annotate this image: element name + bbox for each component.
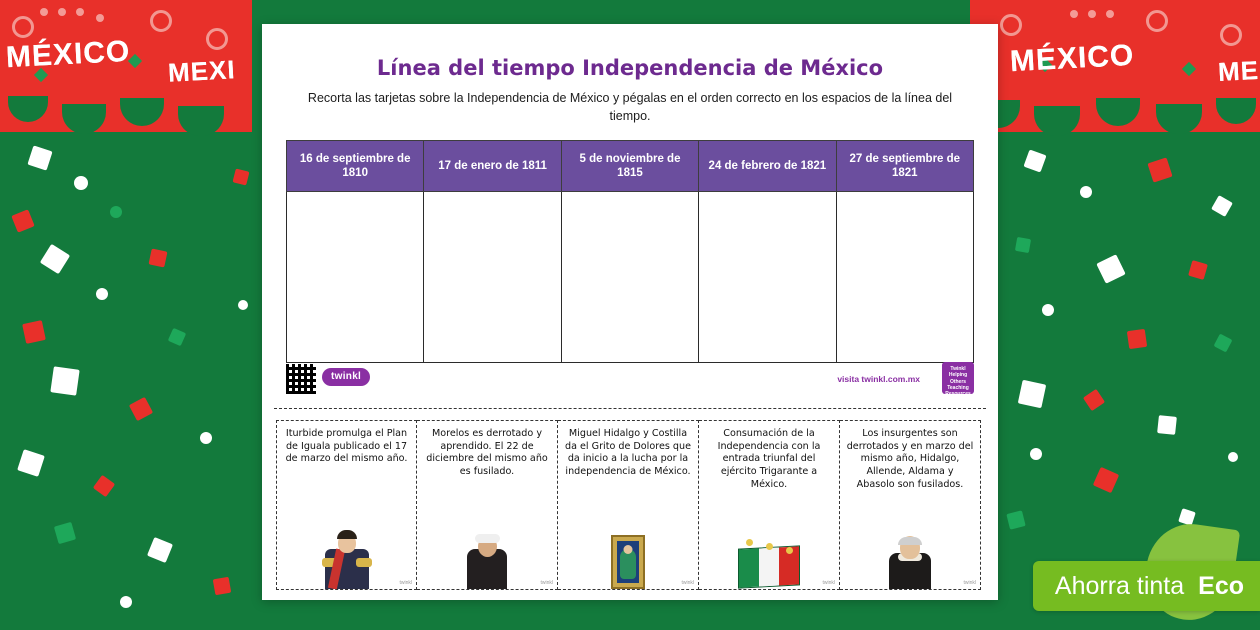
twinkl-logo: twinkl <box>322 368 370 386</box>
hidalgo-portrait-icon <box>840 525 980 589</box>
page-title: Línea del tiempo Independencia de México <box>376 56 884 80</box>
timeline-header-cell: 24 de febrero de 1821 <box>699 141 836 192</box>
card-hidalgo-grito[interactable] <box>558 420 699 590</box>
qr-code-icon <box>286 364 316 394</box>
worksheet-sheet <box>262 24 998 600</box>
card-text: Iturbide promulga el Plan de Iguala publicado el 17 de marzo del mismo año. <box>285 428 408 465</box>
timeline-header-cell: 5 de noviembre de 1815 <box>561 141 698 192</box>
eco-pill <box>1033 561 1260 611</box>
card-text: Los insurgentes son derrotados y en marzo del mismo año, Hidalgo, Allende, Aldama y Abasolo son fusilados. <box>846 428 974 490</box>
cut-line-divider <box>274 408 986 409</box>
timeline-answer-cell[interactable] <box>561 192 698 363</box>
card-morelos[interactable] <box>417 420 558 590</box>
papel-picado-banner-right <box>970 0 1260 132</box>
timeline-answer-cell[interactable] <box>424 192 561 363</box>
papel-picado-banner-left <box>0 0 252 132</box>
morelos-portrait-icon <box>417 525 557 589</box>
banner-word: MEXI <box>167 54 237 88</box>
eco-label: Ahorra tinta <box>1054 571 1185 600</box>
banner-word: MÉXICO <box>5 34 132 75</box>
timeline-header-cell: 16 de septiembre de 1810 <box>287 141 424 192</box>
bandera-trigarante-icon <box>699 525 839 589</box>
card-watermark: twinkl <box>399 580 412 586</box>
card-watermark: twinkl <box>540 580 553 586</box>
card-watermark: twinkl <box>822 580 835 586</box>
eco-badge <box>1033 560 1260 612</box>
estandarte-guadalupe-icon <box>558 525 698 589</box>
banner-word: ME <box>1217 54 1260 88</box>
card-iturbide[interactable] <box>276 420 417 590</box>
instructions-text: Recorta las tarjetas sobre la Independencia de México y pégalas en el orden correcto en los espacios de la línea del tiempo. <box>307 91 953 124</box>
card-insurgentes-fusilados[interactable] <box>840 420 981 590</box>
twinkl-badge: Twinkl Helping Others Teaching Resources <box>942 362 974 394</box>
timeline-table <box>286 140 974 363</box>
timeline-header-row <box>287 141 974 192</box>
sheet-footer <box>286 362 974 396</box>
iturbide-portrait-icon <box>277 525 416 589</box>
timeline-answer-cell[interactable] <box>836 192 973 363</box>
card-text: Consumación de la Independencia con la entrada triunfal del ejército Trigarante a México. <box>717 428 821 490</box>
banner-word: MÉXICO <box>1009 38 1136 79</box>
timeline-header-cell: 17 de enero de 1811 <box>424 141 561 192</box>
timeline-answer-cell[interactable] <box>287 192 424 363</box>
timeline-header-cell: 27 de septiembre de 1821 <box>836 141 973 192</box>
card-text: Morelos es derrotado y aprendido. El 22 de diciembre del mismo año es fusilado. <box>426 428 548 477</box>
cut-out-cards <box>276 420 984 590</box>
timeline-answer-cell[interactable] <box>699 192 836 363</box>
timeline-answer-row <box>287 192 974 363</box>
card-text: Miguel Hidalgo y Costilla da el Grito de Dolores que da inicio a la lucha por la independencia de México. <box>565 428 691 477</box>
card-watermark: twinkl <box>963 580 976 586</box>
eco-mode: Eco <box>1198 571 1244 600</box>
visit-url-text: visita twinkl.com.mx <box>837 374 920 384</box>
card-watermark: twinkl <box>681 580 694 586</box>
card-consumacion[interactable] <box>699 420 840 590</box>
